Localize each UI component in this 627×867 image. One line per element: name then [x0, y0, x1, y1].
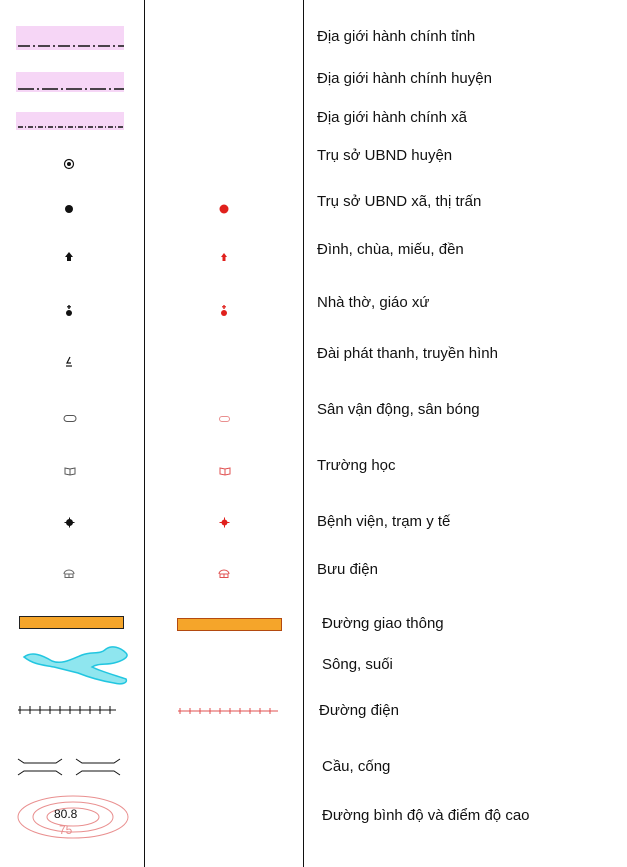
commune-hq-icon: [63, 203, 75, 215]
legend-label-commune-boundary: Địa giới hành chính xã: [317, 109, 467, 126]
legend-label-church: Nhà thờ, giáo xứ: [317, 294, 430, 311]
province-boundary-symbol: [16, 26, 126, 52]
hospital-icon: [64, 517, 75, 528]
post-office-icon: [62, 569, 76, 579]
church-icon: [64, 305, 74, 317]
power-line-symbol: [18, 704, 118, 716]
broadcast-tower-icon: [64, 356, 74, 368]
river-symbol: [22, 645, 130, 689]
district-hq-icon: [63, 158, 75, 170]
temple-icon-red: [219, 252, 229, 262]
commune-hq-icon-red: [218, 203, 230, 215]
school-book-icon: [64, 466, 76, 476]
hospital-icon-red: [219, 517, 230, 528]
church-icon-red: [219, 305, 229, 317]
commune-boundary-symbol: [16, 112, 126, 132]
column-divider-left: [144, 0, 145, 867]
road-symbol: [19, 616, 125, 630]
road-symbol-red: [177, 618, 283, 632]
legend-label-contour: Đường bình độ và điểm độ cao: [322, 807, 530, 824]
contour-value: 75: [59, 823, 73, 837]
legend-label-district-boundary: Địa giới hành chính huyện: [317, 70, 492, 87]
bridge-symbol: [16, 756, 122, 778]
stadium-icon: [63, 414, 77, 424]
school-book-icon-red: [219, 466, 231, 476]
legend-label-broadcast: Đài phát thanh, truyền hình: [317, 345, 498, 362]
column-divider-right: [303, 0, 304, 867]
spot-height-value: 80.8: [54, 807, 78, 821]
legend-label-post-office: Bưu điện: [317, 561, 378, 578]
district-boundary-symbol: [16, 72, 126, 94]
legend-label-commune-hq: Trụ sở UBND xã, thị trấn: [317, 193, 482, 210]
legend-label-river: Sông, suối: [322, 656, 393, 673]
post-office-icon-red: [217, 569, 231, 579]
power-line-symbol-red: [178, 705, 280, 717]
legend-label-hospital: Bệnh viện, trạm y tế: [317, 513, 451, 530]
stadium-icon-red: [218, 415, 232, 425]
legend-label-district-hq: Trụ sở UBND huyện: [317, 147, 453, 164]
legend-label-temple: Đình, chùa, miếu, đền: [317, 241, 464, 258]
temple-icon: [64, 252, 74, 262]
legend-label-province-boundary: Địa giới hành chính tỉnh: [317, 28, 476, 45]
legend-label-road: Đường giao thông: [322, 615, 444, 632]
legend-label-power-line: Đường điện: [319, 702, 399, 719]
legend-label-school: Trường học: [317, 457, 396, 474]
legend-label-stadium: Sân vận động, sân bóng: [317, 401, 480, 418]
legend-label-bridge: Cầu, cống: [322, 758, 391, 775]
